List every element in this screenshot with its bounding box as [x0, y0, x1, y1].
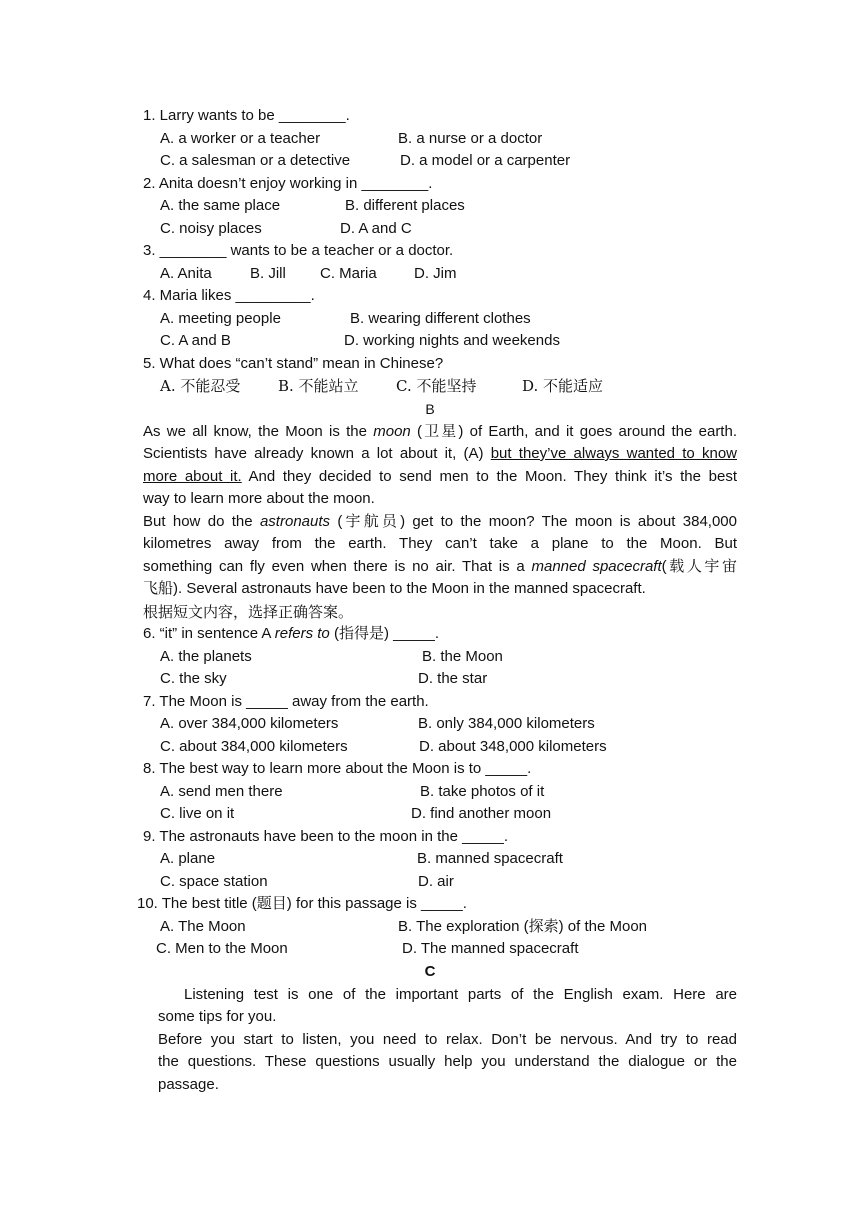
text: Scientists have already known a lot about it, (A) [143, 445, 491, 462]
underlined-sentence-a: more about it. [143, 468, 242, 485]
underlined-sentence-a: but they’ve always wanted to know [490, 445, 737, 462]
passage-b-line-3 [143, 467, 737, 487]
passage-b-line-6: kilometres away from the earth. They can’t take a plane to the Moon. But [143, 535, 737, 552]
q2-option-a: A. the same place [160, 197, 281, 214]
q8-option-a: A. send men there [160, 783, 283, 800]
q9-option-d: D. air [418, 873, 454, 890]
q5-option-b: B. 不能站立 [278, 377, 359, 395]
section-b-instruction: 根据短文内容，选择正确答案。 [143, 603, 354, 621]
q2-option-d: D. A and C [340, 220, 412, 237]
q9-option-a: A. plane [160, 850, 216, 867]
q7-option-a: A. over 384,000 kilometers [160, 715, 339, 732]
q10-option-d: D. The manned spacecraft [402, 940, 579, 957]
q9-stem: 9. The astronauts have been to the moon in the _____. [143, 828, 508, 845]
q9-option-b: B. manned spacecraft [417, 850, 563, 867]
passage-c-line-4: the questions. These questions usually help you understand the dialogue or the [158, 1053, 737, 1070]
text: (宇航员) get to the moon? The moon is about 384,000 [330, 513, 737, 530]
q7-option-b: B. only 384,000 kilometers [418, 715, 595, 732]
q8-option-b: B. take photos of it [420, 783, 545, 800]
q4-option-a: A. meeting people [160, 310, 281, 327]
passage-b-line-5 [143, 512, 737, 532]
q7-option-c: C. about 384,000 kilometers [160, 738, 348, 755]
q4-stem: 4. Maria likes _________. [143, 287, 315, 304]
q8-option-d: D. find another moon [411, 805, 552, 822]
text: But how do the [143, 513, 260, 530]
q6-stem [143, 624, 439, 644]
q10-option-c: C. Men to the Moon [156, 940, 288, 957]
q8-stem: 8. The best way to learn more about the Moon is to _____. [143, 760, 532, 777]
q6-option-c: C. the sky [160, 670, 227, 687]
text: As we all know, the Moon is the [143, 423, 374, 440]
passage-c-line-1: Listening test is one of the important parts of the English exam. Here are [184, 986, 737, 1003]
text: (载人宇宙 [661, 558, 738, 575]
q6-option-d: D. the star [418, 670, 488, 687]
q5-stem: 5. What does “can’t stand” mean in Chinese? [143, 355, 444, 372]
text: (卫星) of Earth, and it goes around the earth. [410, 423, 737, 440]
emphasis: refers to [274, 625, 330, 642]
q1-option-c: C. a salesman or a detective [160, 152, 351, 169]
q5-option-a: A. 不能忍受 [160, 377, 241, 395]
passage-b-line-4: way to learn more about the moon. [143, 490, 375, 507]
q2-stem: 2. Anita doesn’t enjoy working in ________. [143, 175, 433, 192]
q1-option-a: A. a worker or a teacher [160, 130, 321, 147]
q3-option-c: C. Maria [320, 265, 377, 282]
q5-option-c: C. 不能坚持 [396, 377, 477, 395]
section-c-heading: C [424, 963, 436, 980]
q3-option-b: B. Jill [250, 265, 286, 282]
q4-option-c: C. A and B [160, 332, 231, 349]
passage-b-line-1 [143, 422, 737, 442]
emphasis: moon [373, 423, 411, 440]
q3-option-a: A. Anita [160, 265, 212, 282]
q7-option-d: D. about 348,000 kilometers [419, 738, 607, 755]
emphasis: astronauts [259, 513, 331, 530]
q2-option-b: B. different places [345, 197, 465, 214]
q9-option-c: C. space station [160, 873, 268, 890]
text: And they decided to send men to the Moon. They think it’s the best [241, 468, 737, 485]
q7-stem: 7. The Moon is _____ away from the earth. [143, 693, 429, 710]
passage-b-line-7 [143, 557, 737, 577]
text: something can fly even when there is no air. That is a [143, 558, 532, 575]
q4-option-d: D. working nights and weekends [344, 332, 560, 349]
section-b-heading: B [425, 401, 435, 417]
emphasis: manned spacecraft [531, 558, 662, 575]
text: 6. “it” in sentence A [143, 625, 275, 642]
q1-option-d: D. a model or a carpenter [400, 152, 571, 169]
passage-c-line-2: some tips for you. [158, 1008, 277, 1025]
q5-option-d: D. 不能适应 [522, 377, 604, 395]
passage-b-line-8: 飞船). Several astronauts have been to the Moon in the manned spacecraft. [143, 580, 646, 597]
text: (指得是) _____. [329, 625, 439, 642]
passage-b-line-2 [143, 444, 737, 464]
q10-option-b: B. The exploration (探索) of the Moon [398, 918, 648, 935]
q6-option-a: A. the planets [160, 648, 252, 665]
passage-c-line-5: passage. [158, 1076, 219, 1093]
q2-option-c: C. noisy places [160, 220, 262, 237]
q10-option-a: A. The Moon [160, 918, 246, 935]
q4-option-b: B. wearing different clothes [350, 310, 531, 327]
q1-stem: 1. Larry wants to be ________. [143, 107, 350, 124]
q10-stem: 10. The best title (题目) for this passage is _____. [137, 895, 467, 912]
q3-stem: 3. ________ wants to be a teacher or a doctor. [143, 242, 454, 259]
passage-c-line-3: Before you start to listen, you need to relax. Don’t be nervous. And try to read [158, 1031, 737, 1048]
q1-option-b: B. a nurse or a doctor [398, 130, 543, 147]
q3-option-d: D. Jim [414, 265, 457, 282]
q8-option-c: C. live on it [160, 805, 235, 822]
q6-option-b: B. the Moon [422, 648, 503, 665]
